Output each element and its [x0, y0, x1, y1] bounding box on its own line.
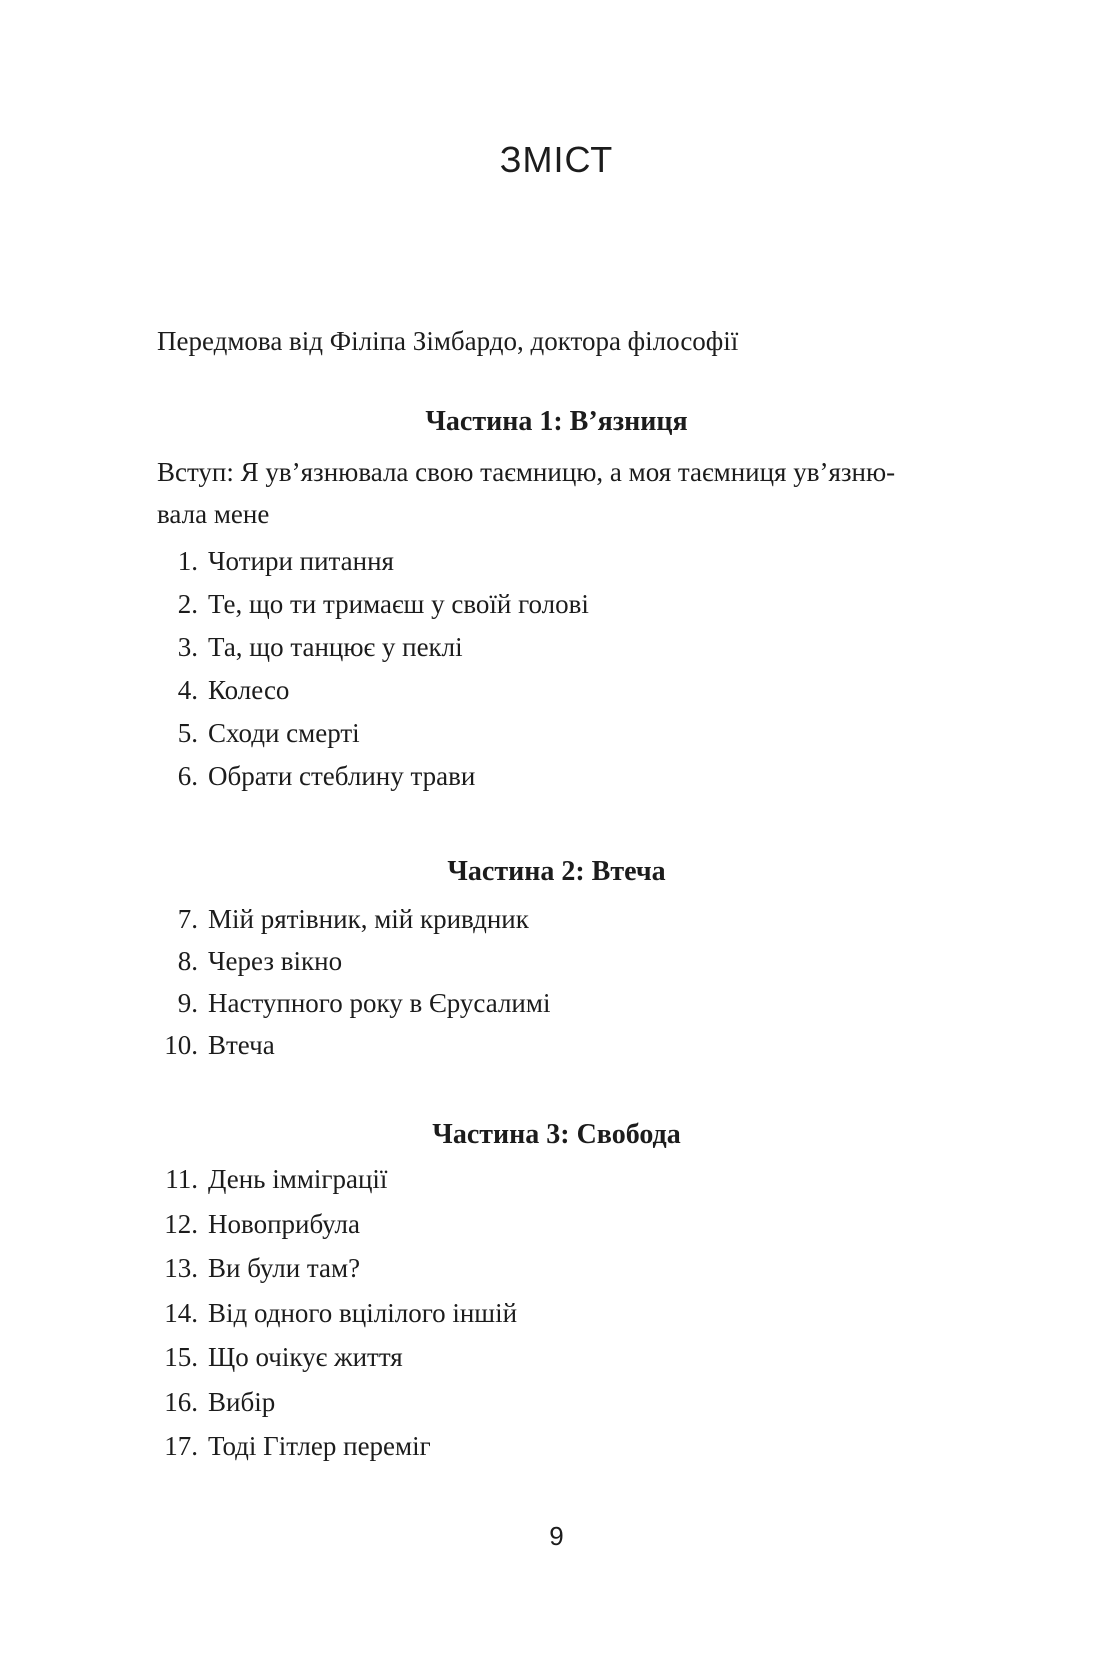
chapter-title: Мій рятівник, мій кривдник: [208, 904, 529, 934]
chapter-number: 14.: [164, 1297, 198, 1328]
preface-entry: Передмова від Філіпа Зімбардо, доктора філософії: [157, 326, 739, 356]
toc-entry: [157, 1335, 1017, 1380]
chapter-list-part-2: [157, 898, 1017, 1066]
chapter-title: Тоді Гітлер переміг: [208, 1431, 431, 1461]
chapter-title: Через вікно: [208, 946, 343, 976]
page-title: ЗМІСТ: [499, 139, 614, 180]
page-number: 9: [549, 1521, 564, 1551]
chapter-title: Новоприбула: [208, 1208, 360, 1239]
chapter-title: День імміграції: [208, 1164, 388, 1194]
chapter-number: 10.: [164, 1030, 198, 1060]
chapter-title: Та, що танцює у пеклі: [208, 632, 463, 662]
chapter-list-part-3: [157, 1157, 1017, 1469]
chapter-number: 2.: [177, 589, 198, 619]
toc-entry: [157, 898, 1017, 940]
toc-entry: [157, 1424, 1017, 1469]
chapter-list-part-1: [157, 540, 1017, 798]
toc-entry: [157, 1024, 1017, 1066]
chapter-number: 9.: [177, 988, 198, 1018]
chapter-number: 16.: [164, 1386, 198, 1417]
chapter-number: 7.: [177, 904, 198, 934]
toc-entry: [157, 982, 1017, 1024]
intro-line-2: вала мене: [157, 499, 270, 529]
chapter-number: 12.: [164, 1208, 198, 1239]
chapter-title: Сходи смерті: [208, 718, 360, 748]
chapter-number: 17.: [164, 1431, 198, 1461]
chapter-title: Наступного року в Єрусалимі: [208, 988, 551, 1018]
chapter-number: 8.: [177, 946, 198, 976]
chapter-title: Що очікує життя: [208, 1342, 403, 1372]
toc-entry: [157, 669, 1017, 712]
toc-entry: [157, 1291, 1017, 1336]
chapter-title: Втеча: [208, 1030, 275, 1060]
toc-entry: [157, 755, 1017, 798]
chapter-number: 13.: [164, 1253, 198, 1283]
chapter-title: Те, що ти тримаєш у своїй голові: [208, 589, 589, 619]
toc-entry: [157, 1246, 1017, 1291]
chapter-number: 5.: [177, 718, 198, 748]
toc-entry: [157, 712, 1017, 755]
chapter-title: Вибір: [208, 1386, 276, 1417]
toc-entry: [157, 1202, 1017, 1247]
chapter-title: Від одного вцілілого іншій: [208, 1297, 518, 1328]
part-2-heading: Частина 2: Втеча: [447, 856, 666, 887]
intro-line-1: Вступ: Я ув’язнювала свою таємницю, а моя таємниця ув’язню-: [157, 457, 896, 487]
chapter-number: 11.: [165, 1164, 198, 1194]
toc-entry: [157, 626, 1017, 669]
chapter-title: Ви були там?: [208, 1253, 361, 1283]
chapter-number: 4.: [177, 675, 198, 705]
chapter-title: Обрати стеблину трави: [208, 761, 476, 791]
toc-entry: [157, 940, 1017, 982]
toc-entry: [157, 583, 1017, 626]
chapter-number: 1.: [177, 546, 198, 576]
toc-entry: [157, 1157, 1017, 1202]
toc-entry: [157, 540, 1017, 583]
part-3-heading: Частина 3: Свобода: [432, 1119, 681, 1150]
chapter-title: Колесо: [208, 675, 290, 705]
chapter-number: 6.: [177, 761, 198, 791]
chapter-number: 15.: [164, 1342, 198, 1372]
intro-entry: [157, 451, 895, 535]
chapter-title: Чотири питання: [208, 546, 394, 576]
part-1-heading: Частина 1: В’язниця: [425, 406, 688, 437]
toc-entry: [157, 1380, 1017, 1425]
chapter-number: 3.: [177, 632, 198, 662]
